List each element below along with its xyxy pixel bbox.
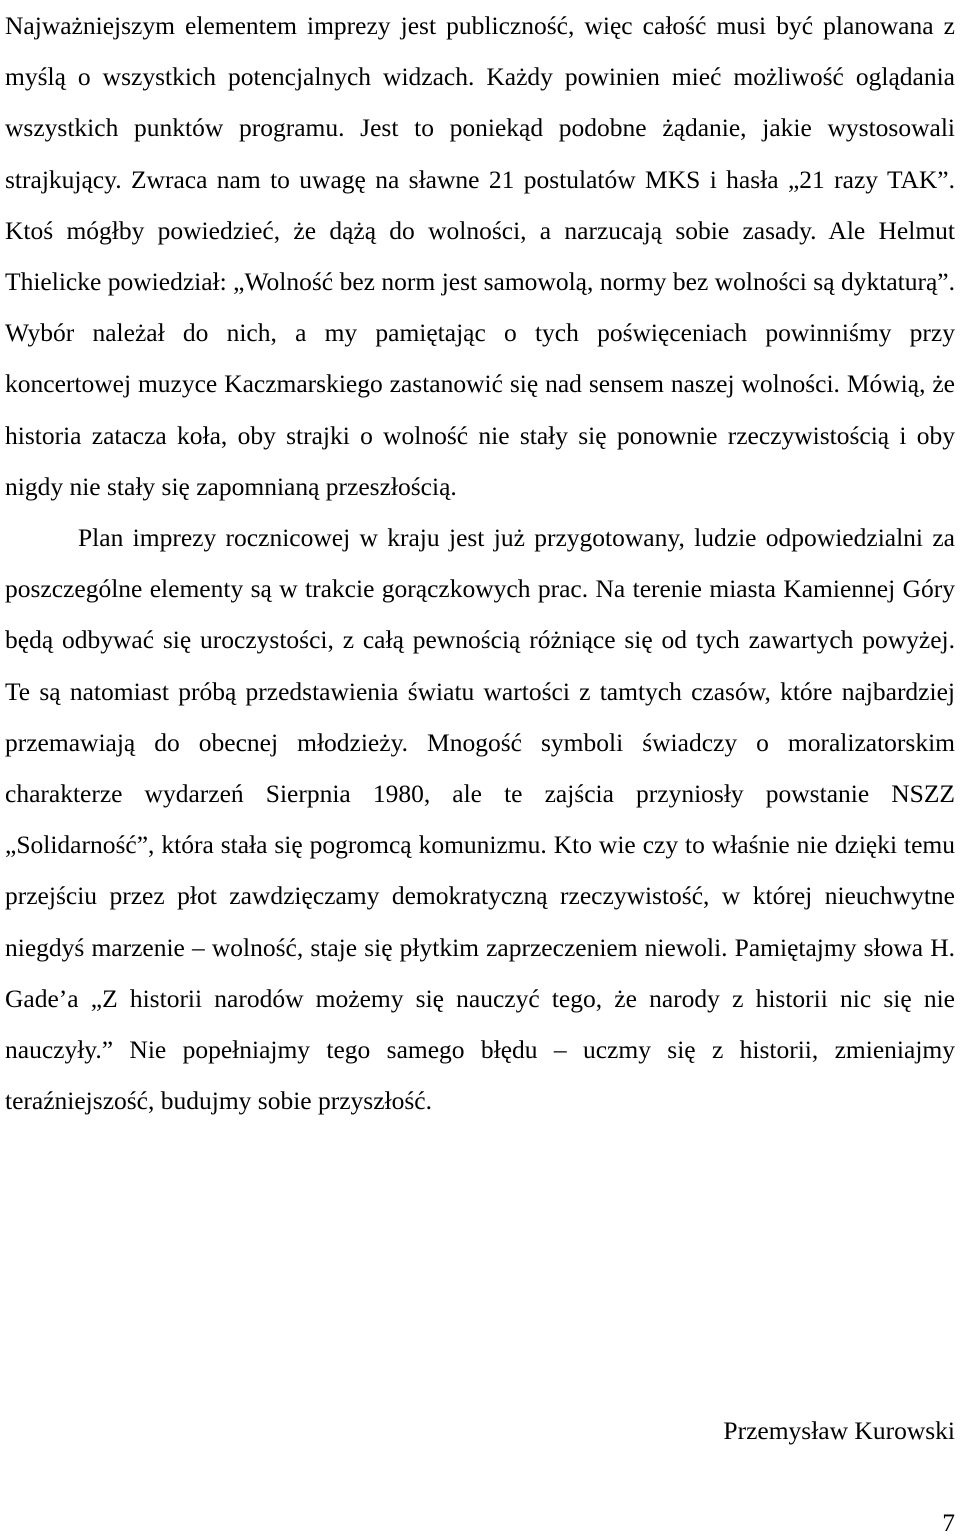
document-page [5,0,955,1537]
article-body [5,0,955,1126]
author-signature: Przemysław Kurowski [723,1416,955,1445]
paragraph-2: Plan imprezy rocznicowej w kraju jest już przygotowany, ludzie odpowiedzialni za poszczególne elementy są w trakcie gorączkowych prac. Na terenie miasta Kamiennej Góry będą odbywać się uroczystości, z całą pewnością różniące się od tych zawartych powyżej. Te są natomiast próbą przedstawienia światu wartości z tamtych czasów, które najbardziej przemawiają do obecnej młodzieży. Mnogość symboli świadczy o moralizatorskim charakterze wydarzeń Sierpnia 1980, ale te zajścia przyniosły powstanie NSZZ „Solidarność”, która stała się pogromcą komunizmu. Kto wie czy to właśnie nie dzięki temu przejściu przez płot zawdzięczamy demokratyczną rzeczywistość, w której nieuchwytne niegdyś marzenie – wolność, staje się płytkim zaprzeczeniem niewoli. Pamiętajmy słowa H. Gade’a „Z historii narodów możemy się nauczyć tego, że narody z historii nic się nie nauczyły.” Nie popełniajmy tego samego błędu – uczmy się z historii, zmieniajmy teraźniejszość, budujmy sobie przyszłość. [5,523,955,1116]
paragraph-1: Najważniejszym elementem imprezy jest publiczność, więc całość musi być planowana z myślą o wszystkich potencjalnych widzach. Każdy powinien mieć możliwość oglądania wszystkich punktów programu. Jest to poniekąd podobne żądanie, jakie wystosowali strajkujący. Zwraca nam to uwagę na sławne 21 postulatów MKS i hasła „21 razy TAK”. Ktoś mógłby powiedzieć, że dążą do wolności, a narzucają sobie zasady. Ale Helmut Thielicke powiedział: „Wolność bez norm jest samowolą, normy bez wolności są dyktaturą”. Wybór należał do nich, a my pamiętając o tych poświęceniach powinniśmy przy koncertowej muzyce Kaczmarskiego zastanowić się nad sensem naszej wolności. Mówią, że historia zatacza koła, oby strajki o wolność nie stały się ponownie rzeczywistością i oby nigdy nie stały się zapomnianą przeszłością. [5,11,955,501]
page-number: 7 [942,1508,955,1537]
